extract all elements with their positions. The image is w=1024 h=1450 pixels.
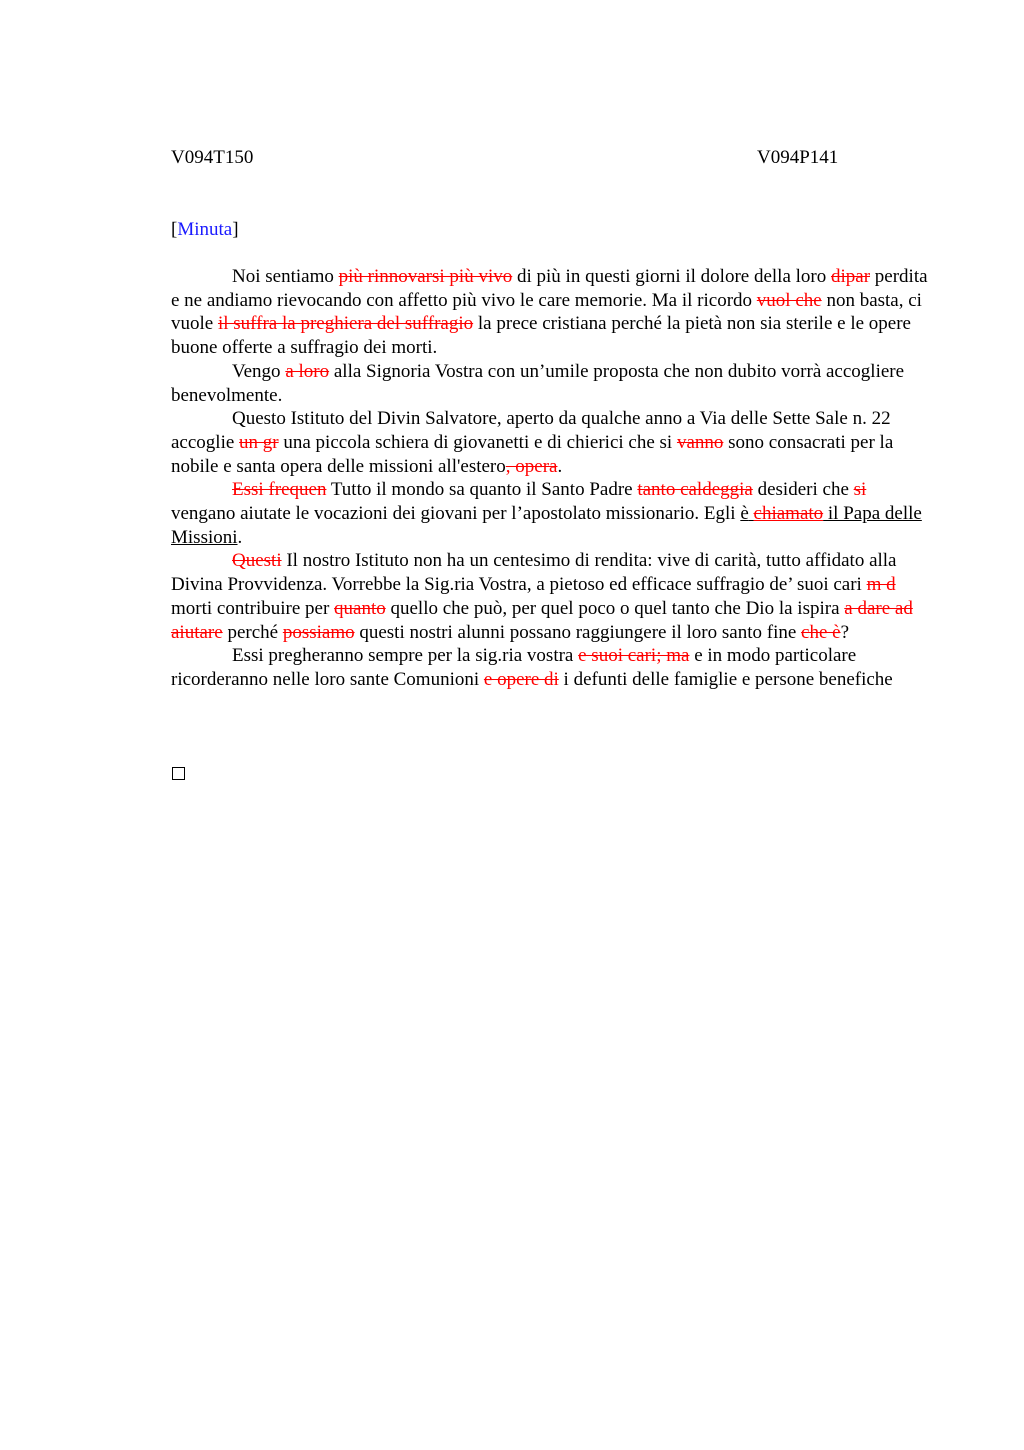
deleted-text: Questi xyxy=(232,550,282,572)
paragraph-3 xyxy=(171,407,931,478)
text-segment: Noi sentiamo xyxy=(232,266,339,287)
text-segment: ? xyxy=(840,621,850,643)
document-code-left: V094T150 xyxy=(171,147,254,168)
text-segment: una piccola schiera di giovanetti e di chierici che si xyxy=(278,431,677,453)
deleted-underlined-text: chiamato xyxy=(753,503,824,525)
underlined-text: il Papa delle Missioni xyxy=(171,503,922,548)
text-segment: Vengo xyxy=(232,360,286,382)
deleted-text: possiamo xyxy=(282,621,355,643)
deleted-text: più rinnovarsi più vivo xyxy=(338,266,513,287)
empty-checkbox-symbol xyxy=(172,767,185,780)
deleted-text: si xyxy=(853,479,867,501)
text-segment: Il nostro Istituto non ha un centesimo di rendita: vive di carità, tutto affidato alla Divina Provvidenza. Vorrebbe la Sig.ria Vostra, a pietoso ed efficace suffragio de’ suoi cari xyxy=(171,550,897,596)
text-segment: questi nostri alunni possano raggiungere il loro santo fine xyxy=(354,621,802,643)
deleted-text: Essi frequen xyxy=(232,479,327,501)
paragraph-5 xyxy=(171,549,931,644)
underlined-text: è xyxy=(740,503,749,525)
text-segment: e in modo particolare ricorderanno nelle loro sante Comunioni xyxy=(171,645,857,690)
deleted-text: tanto caldeggia xyxy=(637,479,753,501)
document-code-right: V094P141 xyxy=(757,147,839,168)
text-segment: . xyxy=(557,455,563,477)
deleted-text: che è xyxy=(801,621,841,643)
text-segment: vengano aiutate le vocazioni dei giovani per l’apostolato missionario. Egli xyxy=(171,503,741,525)
deleted-text: un gr xyxy=(239,431,279,453)
bracket-open: [ xyxy=(171,219,178,240)
minuta-label: Minuta xyxy=(177,219,233,240)
text-segment: morti contribuire per xyxy=(171,597,335,619)
paragraph-6 xyxy=(171,644,931,691)
text-segment: alla Signoria Vostra con un’umile proposta che non dubito vorrà accogliere benevolmente. xyxy=(171,360,905,406)
text-segment: perdita e ne andiamo rievocando con affetto più vivo le care memorie. Ma il ricordo xyxy=(171,266,928,311)
text-segment: di più in questi giorni il dolore della loro xyxy=(512,266,831,287)
text-segment: Tutto il mondo sa quanto il Santo Padre xyxy=(326,479,638,501)
text-segment: Questo Istituto del Divin Salvatore, aperto da qualche anno a Via delle Sette Sale n. 22 accoglie xyxy=(171,408,891,453)
document-type-label xyxy=(171,218,239,242)
text-segment: . xyxy=(237,526,243,548)
deleted-text: il suffra la preghiera del suffragio xyxy=(217,313,474,335)
deleted-text: e opere di xyxy=(483,668,559,690)
deleted-text: , opera xyxy=(505,455,558,477)
deleted-text: vanno xyxy=(676,431,724,453)
text-segment: perché xyxy=(222,621,283,643)
text-segment: desideri che xyxy=(752,479,854,501)
paragraph-1 xyxy=(171,265,931,360)
deleted-text: e suoi cari; ma xyxy=(578,645,690,667)
deleted-text: a loro xyxy=(285,360,330,382)
bracket-close: ] xyxy=(232,219,239,240)
text-segment: quello che può, per quel poco o quel tanto che Dio la ispira xyxy=(385,597,845,619)
text-segment: sono consacrati per la nobile e santa opera delle missioni all'estero xyxy=(171,431,894,477)
paragraph-2 xyxy=(171,360,931,407)
deleted-text: quanto xyxy=(334,597,386,619)
deleted-text: dipar xyxy=(830,266,871,287)
text-segment: i defunti delle famiglie e persone benefiche xyxy=(558,668,893,690)
text-segment: non basta, ci vuole xyxy=(171,289,922,335)
text-segment: Essi pregheranno sempre per la sig.ria vostra xyxy=(232,645,579,667)
deleted-text: m d xyxy=(866,574,896,596)
text-segment: la prece cristiana perché la pietà non sia sterile e le opere buone offerte a suffragio dei morti. xyxy=(171,313,911,359)
paragraph-4 xyxy=(171,478,931,549)
deleted-text: vuol che xyxy=(756,289,822,311)
letter-body xyxy=(171,265,931,692)
deleted-text: a dare ad aiutare xyxy=(171,597,913,643)
